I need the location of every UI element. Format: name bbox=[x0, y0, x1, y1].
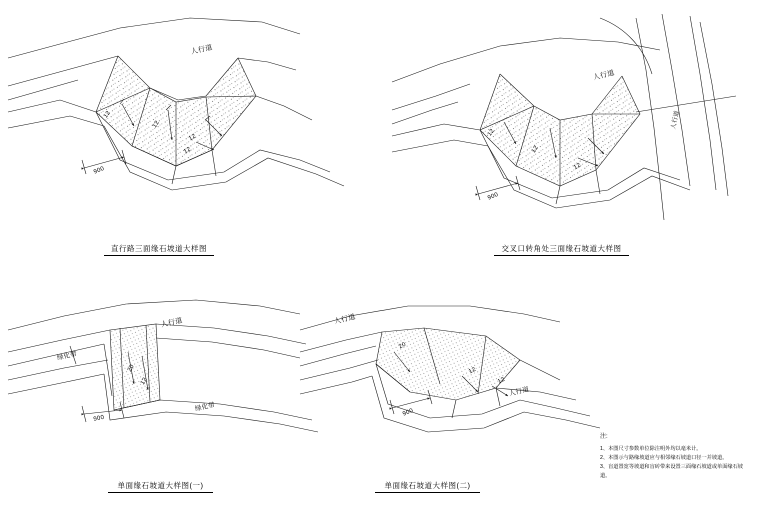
dimension-label: 12 bbox=[152, 119, 161, 130]
note-item: 2、本图示与路缘坡道应与相邻缘石坡道口径一并坡道。 bbox=[600, 454, 728, 461]
dimension-label: 12 bbox=[183, 146, 193, 156]
dimension-label: 人行道 bbox=[670, 110, 681, 130]
figure-caption-text: 单面缘石坡道大样图(二) bbox=[384, 481, 471, 490]
dimension-label: 900 bbox=[93, 414, 105, 423]
dimension-label: 20 bbox=[398, 341, 408, 351]
figure-caption bbox=[108, 480, 213, 493]
note-item: 1、本图尺寸参数单位除注明外均以毫米计。 bbox=[600, 445, 702, 452]
figure-caption-text: 交叉口转角处三面缘石坡道大样图 bbox=[501, 244, 622, 253]
dimension-label: 12 bbox=[497, 376, 507, 386]
caption-underline bbox=[108, 492, 213, 493]
dimension-label: 人行道 bbox=[592, 69, 616, 82]
figure-caption-text: 单面缘石坡道大样图(一) bbox=[117, 481, 204, 490]
dimension-label: 900 bbox=[487, 191, 500, 202]
dimension-label: 20 bbox=[127, 363, 136, 373]
dimension-label: 900 bbox=[93, 165, 106, 176]
figure-caption-text: 直行路三面缘石坡道大样图 bbox=[111, 244, 207, 253]
caption-underline bbox=[494, 255, 629, 256]
figure-caption bbox=[375, 480, 480, 493]
dimension-label: 绿化带 bbox=[56, 350, 78, 362]
caption-underline bbox=[375, 492, 480, 493]
dimension-label: 绿化带 bbox=[194, 401, 216, 413]
figure-single-side-two bbox=[300, 306, 600, 432]
figure-caption bbox=[104, 243, 214, 256]
note-item: 3、盲道置宽等坡道和盲砖带来设置三面缘石坡道或单面缘石坡道。 bbox=[600, 463, 743, 479]
dimension-label: 人行道 bbox=[333, 313, 357, 326]
dimension-label: 人行道 bbox=[160, 317, 184, 329]
dimension-label: 人行道 bbox=[508, 386, 530, 398]
figure-straight-three-side bbox=[8, 18, 344, 190]
dimension-label: 12 bbox=[103, 110, 113, 120]
dimension-label: 900 bbox=[402, 407, 415, 418]
figure-corner-three-side bbox=[392, 14, 736, 220]
dimension-label: 人行道 bbox=[190, 44, 214, 56]
caption-underline bbox=[104, 255, 214, 256]
dimension-label: 12 bbox=[188, 133, 198, 143]
figure-caption bbox=[494, 243, 629, 256]
dimension-label: 12 bbox=[573, 162, 583, 172]
dimension-label: 12 bbox=[140, 376, 149, 386]
notes-block bbox=[600, 432, 750, 481]
dimension-label: 12 bbox=[468, 366, 478, 376]
dimension-label: 12 bbox=[531, 144, 540, 155]
dimension-label: 12 bbox=[487, 128, 497, 138]
notes-title: 注: bbox=[600, 434, 608, 440]
